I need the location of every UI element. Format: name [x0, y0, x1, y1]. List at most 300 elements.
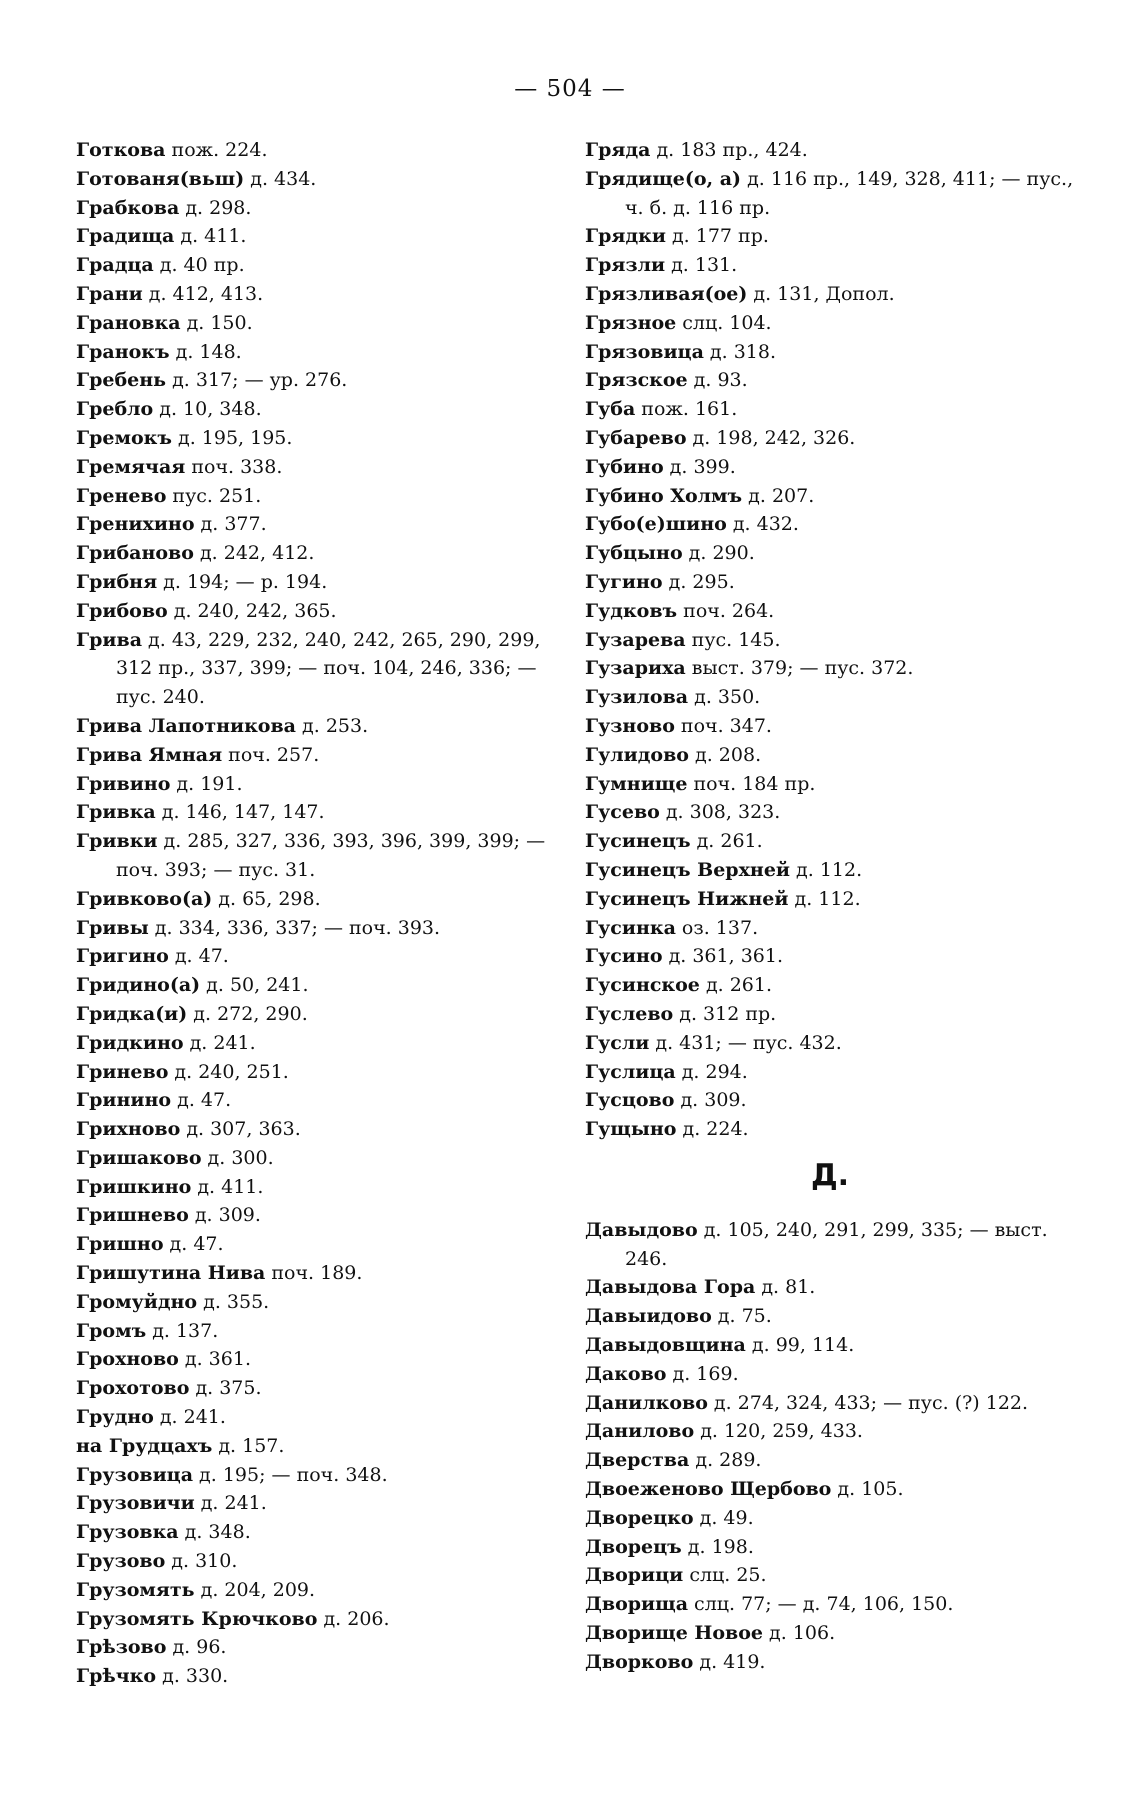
index-entry [585, 510, 1075, 539]
entry-term: Гривка [76, 801, 156, 824]
entry-refs: д. 112. [788, 887, 861, 910]
entry-refs: д. 208. [688, 743, 762, 766]
index-entry [585, 1561, 1075, 1590]
entry-refs: д. 318. [703, 340, 777, 363]
entry-refs: д. 411. [174, 225, 247, 248]
entry-term: Давыдова Гора [585, 1276, 756, 1299]
entry-refs: д. 120, 259, 433. [694, 1420, 863, 1443]
index-entry [585, 366, 1075, 395]
entry-term: Грибово [76, 599, 168, 622]
index-entry [585, 1115, 1075, 1144]
entry-term: Грузовичи [76, 1492, 195, 1515]
entry-refs: д. 309. [188, 1204, 261, 1227]
index-entry [76, 1403, 546, 1432]
index-entry [76, 712, 546, 741]
entry-refs: д. 399. [663, 455, 736, 478]
entry-term: Грива Лапотникова [76, 714, 296, 737]
index-entry [585, 1389, 1075, 1418]
entry-refs: д. 47. [168, 945, 229, 968]
entry-refs: д. 157. [212, 1434, 285, 1457]
entry-refs: д. 310. [165, 1550, 238, 1573]
index-entry [76, 1173, 546, 1202]
entry-term: Данилково [585, 1391, 708, 1414]
index-entry [76, 770, 546, 799]
entry-term: Гузново [585, 714, 675, 737]
entry-refs: д. 411. [191, 1175, 264, 1198]
entry-term: Данилово [585, 1420, 695, 1443]
index-entry [585, 798, 1075, 827]
entry-term: Губарево [585, 426, 687, 449]
entry-term: Гребло [76, 398, 154, 421]
entry-term: Грохотово [76, 1377, 190, 1400]
entry-refs: д. 75. [711, 1305, 772, 1328]
index-entry [585, 1086, 1075, 1115]
index-entry [76, 1288, 546, 1317]
entry-refs: слц. 25. [683, 1564, 767, 1587]
index-entry [585, 568, 1075, 597]
entry-refs: д. 150. [180, 311, 253, 334]
index-entry [585, 597, 1075, 626]
index-column-left [76, 136, 546, 1691]
index-entry [76, 453, 546, 482]
entry-refs: д. 334, 336, 337; — поч. 393. [148, 916, 441, 939]
entry-term: Громуйдно [76, 1290, 198, 1313]
index-entry [585, 1273, 1075, 1302]
entry-term: Григино [76, 945, 169, 968]
entry-refs: д. 195, 195. [171, 426, 293, 449]
index-entry [585, 222, 1075, 251]
entry-refs: д. 431; — пус. 432. [649, 1031, 842, 1054]
entry-refs: д. 47. [171, 1089, 232, 1112]
entry-refs: д. 224. [676, 1118, 749, 1141]
entry-refs: д. 65, 298. [212, 887, 321, 910]
entry-term: Дворецко [585, 1506, 694, 1529]
entry-term: Гремячая [76, 455, 186, 478]
entry-term: Гридка(и) [76, 1002, 188, 1025]
entry-refs: д. 307, 363. [180, 1118, 301, 1141]
index-entry [585, 971, 1075, 1000]
entry-refs: д. 309. [674, 1089, 747, 1112]
entry-refs: слц. 104. [676, 311, 772, 334]
entry-term: Губино Холмъ [585, 484, 743, 507]
index-entry [585, 827, 1075, 856]
entry-term: Гугино [585, 570, 663, 593]
index-entry [76, 1317, 546, 1346]
index-entry [585, 770, 1075, 799]
entry-refs: д. 241. [183, 1031, 256, 1054]
index-entry [76, 1115, 546, 1144]
index-entry [76, 510, 546, 539]
entry-refs: д. 432. [726, 513, 799, 536]
entry-term: Гумнище [585, 772, 688, 795]
index-entry [76, 165, 546, 194]
entry-refs: д. 177 пр. [665, 225, 769, 248]
page-number: — 504 — [514, 76, 626, 102]
index-entry [76, 1633, 546, 1662]
entry-term: Гришнево [76, 1204, 189, 1227]
index-entry [76, 1029, 546, 1058]
index-entry [76, 424, 546, 453]
entry-refs: д. 106. [763, 1622, 836, 1645]
index-entry [76, 568, 546, 597]
index-entry [585, 1302, 1075, 1331]
entry-term: Грани [76, 282, 143, 305]
section-heading-d: Д. [810, 1157, 850, 1193]
entry-refs: д. 241. [194, 1492, 267, 1515]
entry-term: Гренихино [76, 513, 195, 536]
entry-refs: д. 361, 361. [662, 945, 783, 968]
entry-refs: д. 112. [790, 858, 863, 881]
index-entry [76, 1230, 546, 1259]
entry-refs: д. 198. [681, 1535, 754, 1558]
index-entry [76, 136, 546, 165]
entry-term: Губцыно [585, 542, 683, 565]
index-entry [76, 1144, 546, 1173]
index-entry [76, 251, 546, 280]
entry-refs: д. 183 пр., 424. [650, 139, 808, 161]
entry-term: Гусли [585, 1031, 650, 1054]
section-g-entries [585, 136, 1075, 1144]
entry-term: Грановка [76, 311, 181, 334]
index-entry [76, 1058, 546, 1087]
entry-refs: оз. 137. [675, 916, 759, 939]
entry-term: Грузомять Крючково [76, 1607, 318, 1630]
index-entry [585, 683, 1075, 712]
entry-term: Грузово [76, 1550, 166, 1573]
index-entry [76, 798, 546, 827]
entry-refs: д. 99, 114. [745, 1334, 855, 1357]
index-entry [76, 1605, 546, 1634]
entry-term: Гусцово [585, 1089, 675, 1112]
entry-refs: д. 40 пр. [153, 254, 245, 277]
entry-refs: д. 289. [689, 1449, 762, 1472]
entry-term: Грива Ямная [76, 743, 223, 766]
entry-term: на Грудцахъ [76, 1434, 213, 1457]
entry-refs: поч. 264. [677, 599, 775, 622]
entry-term: Градища [76, 225, 175, 248]
index-entry [585, 1619, 1075, 1648]
entry-term: Гришаково [76, 1146, 202, 1169]
entry-refs: д. 350. [688, 686, 761, 709]
entry-term: Гривино [76, 772, 171, 795]
index-entry [585, 338, 1075, 367]
entry-refs: д. 361. [178, 1348, 251, 1371]
index-entry [76, 1461, 546, 1490]
index-entry [585, 424, 1075, 453]
index-entry [585, 626, 1075, 655]
entry-refs: д. 300. [201, 1146, 274, 1169]
index-entry [585, 712, 1075, 741]
index-entry [76, 1547, 546, 1576]
entry-term: Готкова [76, 139, 166, 161]
entry-refs: д. 377. [194, 513, 267, 536]
entry-term: Гудковъ [585, 599, 678, 622]
entry-refs: слц. 77; — д. 74, 106, 150. [688, 1593, 954, 1616]
index-entry [585, 165, 1075, 223]
entry-term: Грязливая(ое) [585, 282, 748, 305]
entry-term: Давыидово [585, 1305, 712, 1328]
entry-term: Гришутина Нива [76, 1262, 266, 1285]
index-entry [76, 942, 546, 971]
index-entry [585, 1058, 1075, 1087]
entry-term: Грива [76, 628, 143, 651]
index-entry [76, 827, 546, 885]
entry-term: Давыдовщина [585, 1334, 746, 1357]
index-entry [76, 338, 546, 367]
index-entry [585, 1417, 1075, 1446]
entry-term: Грузовка [76, 1521, 179, 1544]
entry-term: Гридкино [76, 1031, 184, 1054]
entry-term: Грибня [76, 570, 158, 593]
entry-term: Гулидово [585, 743, 689, 766]
index-entry [76, 1662, 546, 1691]
index-entry [76, 626, 546, 712]
entry-refs: д. 169. [666, 1362, 739, 1385]
entry-term: Гривы [76, 916, 149, 939]
entry-refs: пус. 145. [685, 628, 781, 651]
entry-refs: д. 312 пр. [673, 1002, 777, 1025]
entry-term: Грузовица [76, 1463, 194, 1486]
index-entry [585, 280, 1075, 309]
entry-term: Гранокъ [76, 340, 170, 363]
entry-term: Гришкино [76, 1175, 192, 1198]
entry-refs: д. 194; — р. 194. [157, 570, 328, 593]
entry-refs: д. 105, 240, 291, 299, 335; — выст. 246. [625, 1218, 1048, 1270]
entry-refs: поч. 347. [674, 714, 772, 737]
index-entry [585, 885, 1075, 914]
entry-term: Градца [76, 254, 154, 277]
index-entry [585, 654, 1075, 683]
entry-term: Гусино [585, 945, 663, 968]
index-entry [585, 539, 1075, 568]
index-entry [76, 597, 546, 626]
entry-refs: д. 198, 242, 326. [686, 426, 856, 449]
entry-term: Гривки [76, 830, 158, 853]
entry-term: Гришно [76, 1233, 164, 1256]
entry-term: Давыдово [585, 1218, 698, 1241]
index-entry [76, 1489, 546, 1518]
index-entry [76, 366, 546, 395]
entry-term: Гринино [76, 1089, 172, 1112]
entry-term: Гусинское [585, 974, 700, 997]
entry-term: Гусинецъ Нижней [585, 887, 789, 910]
entry-term: Гусинецъ Верхней [585, 858, 791, 881]
index-entry [76, 741, 546, 770]
entry-refs: д. 261. [690, 830, 763, 853]
entry-term: Гринево [76, 1060, 169, 1083]
index-entry [585, 942, 1075, 971]
entry-term: Гусево [585, 801, 660, 824]
entry-term: Гуслево [585, 1002, 674, 1025]
entry-refs: д. 131, Допол. [747, 282, 895, 305]
entry-refs: д. 137. [146, 1319, 219, 1342]
index-entry [585, 1446, 1075, 1475]
entry-refs: поч. 338. [185, 455, 283, 478]
entry-refs: д. 49. [693, 1506, 754, 1529]
entry-term: Грудно [76, 1406, 154, 1429]
entry-refs: д. 116 пр., 149, 328, 411; — пус., ч. б. д. 116 пр. [625, 167, 1074, 219]
index-entry [585, 914, 1075, 943]
entry-refs: д. 419. [693, 1650, 766, 1673]
entry-term: Гущыно [585, 1118, 677, 1141]
entry-term: Гуслица [585, 1060, 676, 1083]
entry-refs: д. 290. [682, 542, 755, 565]
entry-term: Губино [585, 455, 664, 478]
entry-refs: д. 207. [742, 484, 815, 507]
entry-refs: д. 274, 324, 433; — пус. (?) 122. [707, 1391, 1029, 1414]
index-entry [76, 1000, 546, 1029]
entry-term: Дверства [585, 1449, 690, 1472]
entry-term: Грохново [76, 1348, 179, 1371]
entry-term: Грѣчко [76, 1665, 157, 1688]
index-entry [585, 251, 1075, 280]
index-entry [585, 1533, 1075, 1562]
index-entry [76, 309, 546, 338]
entry-term: Грабкова [76, 196, 180, 219]
index-entry [76, 1374, 546, 1403]
entry-refs: д. 43, 229, 232, 240, 242, 265, 290, 299, 312 пр., 337, 399; — поч. 104, 246, 336; — пус. 240. [116, 628, 541, 709]
entry-term: Гренево [76, 484, 167, 507]
entry-term: Гусинецъ [585, 830, 691, 853]
entry-term: Гридино(а) [76, 974, 201, 997]
entry-term: Грязское [585, 369, 688, 392]
entry-term: Дворища [585, 1593, 689, 1616]
index-entry [76, 539, 546, 568]
entry-refs: д. 285, 327, 336, 393, 396, 399, 399; — поч. 393; — пус. 31. [116, 830, 546, 881]
index-entry [76, 482, 546, 511]
entry-term: Дворици [585, 1564, 684, 1587]
index-entry [76, 1259, 546, 1288]
entry-term: Грибаново [76, 542, 194, 565]
entry-term: Губо(е)шино [585, 513, 727, 536]
entry-refs: д. 355. [197, 1290, 270, 1313]
index-entry [76, 1086, 546, 1115]
entry-term: Дворище Новое [585, 1622, 763, 1645]
index-entry [585, 1475, 1075, 1504]
entry-term: Грузомять [76, 1578, 195, 1601]
entry-term: Даково [585, 1362, 667, 1385]
entry-refs: д. 412, 413. [142, 282, 264, 305]
entry-refs: д. 240, 242, 365. [167, 599, 337, 622]
entry-refs: д. 50, 241. [200, 974, 309, 997]
index-entry [585, 1000, 1075, 1029]
index-entry [585, 741, 1075, 770]
entry-refs: д. 204, 209. [194, 1578, 316, 1601]
entry-term: Грязное [585, 311, 677, 334]
entry-term: Гремокъ [76, 426, 172, 449]
entry-refs: д. 330. [156, 1665, 229, 1688]
index-entry [585, 1648, 1075, 1677]
entry-refs: д. 375. [189, 1377, 262, 1400]
index-entry [76, 280, 546, 309]
entry-refs: д. 47. [163, 1233, 224, 1256]
index-entry [585, 1331, 1075, 1360]
index-entry [585, 1590, 1075, 1619]
entry-refs: д. 294. [675, 1060, 748, 1083]
entry-term: Гузарева [585, 628, 686, 651]
index-entry [76, 1576, 546, 1605]
entry-term: Грѣзово [76, 1636, 167, 1659]
entry-term: Гузариха [585, 657, 686, 680]
entry-refs: поч. 257. [222, 743, 320, 766]
entry-refs: д. 191. [170, 772, 243, 795]
index-entry [585, 856, 1075, 885]
index-entry [76, 971, 546, 1000]
index-entry [585, 482, 1075, 511]
index-entry [76, 194, 546, 223]
entry-refs: д. 131. [665, 254, 738, 277]
index-entry [585, 1360, 1075, 1389]
entry-refs: пож. 161. [635, 398, 738, 421]
entry-refs: выст. 379; — пус. 372. [685, 657, 914, 680]
index-entry [585, 395, 1075, 424]
entry-term: Грязовица [585, 340, 704, 363]
entry-refs: д. 298. [179, 196, 252, 219]
entry-refs: д. 295. [662, 570, 735, 593]
entry-term: Гусинка [585, 916, 676, 939]
entry-term: Грядище(о, а) [585, 167, 742, 190]
index-entry [585, 453, 1075, 482]
entry-refs: д. 308, 323. [659, 801, 781, 824]
index-column-right [585, 136, 1075, 1677]
entry-term: Громъ [76, 1319, 147, 1342]
entry-term: Двоеженово Щербово [585, 1478, 832, 1501]
entry-refs: д. 81. [755, 1276, 816, 1299]
entry-term: Готованя(вьш) [76, 167, 245, 190]
index-entry [76, 395, 546, 424]
index-entry [76, 885, 546, 914]
entry-refs: д. 105. [831, 1478, 904, 1501]
entry-refs: д. 146, 147, 147. [155, 801, 325, 824]
entry-term: Грядки [585, 225, 666, 248]
entry-term: Гребень [76, 369, 167, 392]
index-entry [585, 1029, 1075, 1058]
entry-refs: д. 195; — поч. 348. [193, 1463, 388, 1486]
entry-refs: д. 317; — ур. 276. [166, 369, 348, 392]
entry-term: Гривково(а) [76, 887, 213, 910]
entry-term: Губа [585, 398, 636, 421]
entry-refs: д. 261. [699, 974, 773, 997]
index-entry [76, 914, 546, 943]
entry-refs: д. 148. [169, 340, 242, 363]
entry-refs: д. 272, 290. [187, 1002, 308, 1025]
entry-refs: д. 10, 348. [153, 398, 262, 421]
entry-refs: д. 206. [317, 1607, 390, 1630]
entry-refs: д. 348. [178, 1521, 251, 1544]
index-entry [76, 222, 546, 251]
index-entry [76, 1345, 546, 1374]
index-entry [585, 136, 1075, 165]
entry-refs: пож. 224. [165, 139, 268, 161]
entry-term: Дворково [585, 1650, 694, 1673]
entry-refs: д. 434. [244, 167, 317, 190]
section-d-entries [585, 1216, 1075, 1677]
entry-refs: д. 241. [153, 1406, 226, 1429]
index-entry [585, 1216, 1075, 1274]
index-entry [76, 1518, 546, 1547]
index-entry [76, 1201, 546, 1230]
entry-term: Гряда [585, 139, 651, 161]
entry-term: Грязли [585, 254, 666, 277]
entry-refs: д. 93. [687, 369, 748, 392]
entry-term: Грихново [76, 1118, 181, 1141]
index-entry [76, 1432, 546, 1461]
entry-refs: д. 96. [166, 1636, 227, 1659]
index-entry [585, 1504, 1075, 1533]
entry-term: Дворецъ [585, 1535, 682, 1558]
entry-refs: поч. 189. [265, 1262, 363, 1285]
entry-refs: д. 242, 412. [193, 542, 315, 565]
